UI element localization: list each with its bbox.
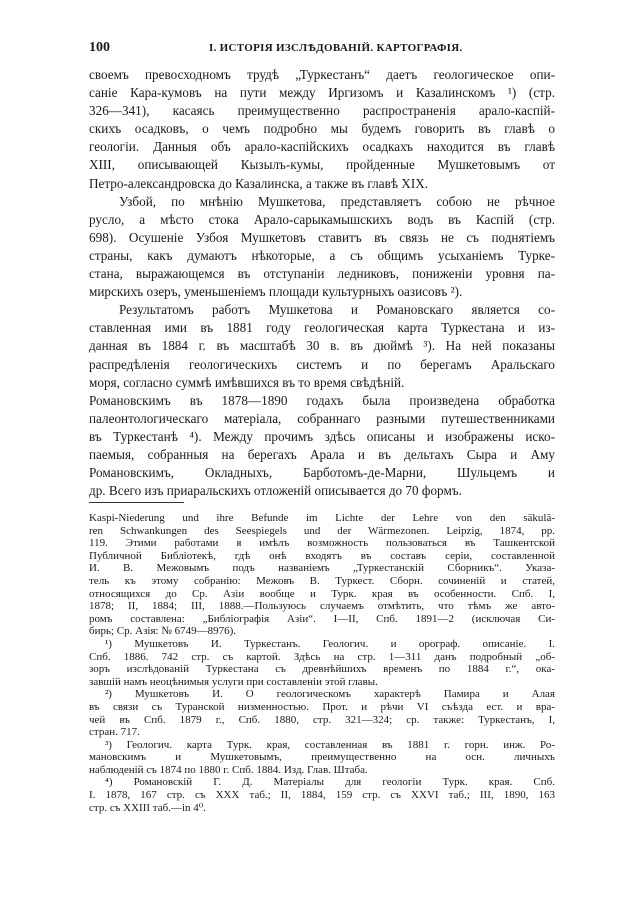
text-line: др. Всего изъ приаральскихъ отложеній описывается до 70 формъ. — [89, 483, 462, 499]
text-line: геологіи. Данныя объ арало-каспійскихъ осадкахъ находится въ главѣ — [89, 139, 555, 155]
text-line: палеонтологическаго матеріала, собраннаго разными путешественниками — [89, 410, 555, 426]
footnote-line: ren Schwankungen des Seespiegels und der Wärmezonen. Leipzig, 1874, pp. — [89, 524, 555, 537]
footnote-line: зоръ изслѣдованій Туркестана съ древнѣйшихъ временъ по 1884 г.“, ока- — [89, 663, 555, 676]
main-text — [89, 66, 555, 500]
footnote-line: стран. 717. — [89, 726, 140, 739]
text-line: въ Туркестанѣ ⁴). Между прочимъ здѣсь описаны и изображены иско- — [89, 428, 555, 444]
footnote-line: чей въ Спб. 1879 г., Спб. 1880, стр. 321—324; ср. также: Туркестанъ, I, — [89, 713, 555, 726]
text-line: своемъ превосходномъ трудѣ „Туркестанъ“ даетъ геологическое опи- — [89, 67, 555, 82]
footnotes — [89, 512, 555, 814]
footnote-line: бирь; Ср. Азія: № 6749—8976). — [89, 625, 237, 638]
text-line: Петро-александровска до Казалинска, а также въ главѣ XIX. — [89, 175, 429, 191]
footnote-line: 1878; II, 1884; III, 1888.—Пользуюсь случаемъ отмѣтить, что тѣмъ же авто- — [89, 600, 555, 613]
footnote-line: стр. съ XXIII таб.—in 4⁰. — [89, 801, 206, 814]
footnote-line: завшій намъ неоцѣнимыя услуги при составленіи этой главы. — [89, 675, 378, 688]
text-line: паемыя, собранныя на берегахъ Арала и въ дельтахъ Сыра и Аму — [89, 446, 555, 462]
footnote-line: въ связи съ Туранской низменностью. Прот. и рѣчи VI съѣзда ест. и вра- — [89, 700, 555, 713]
footnote-line: ³) Геологич. карта Турк. края, составленная въ 1881 г. горн. инж. Ро- — [105, 738, 555, 751]
text-line: Романовскимъ, Окладныхъ, Барботомъ-де-Марни, Шульцемъ и — [89, 465, 555, 481]
footnote-line: ⁴) Романовскій Г. Д. Матеріалы для геологіи Турк. края. Спб. — [105, 776, 555, 789]
text-line: 698). Осушеніе Узбоя Мушкетовъ ставитъ въ связь не съ поднятіемъ — [89, 229, 555, 245]
text-line: данная въ 1884 г. въ масштабѣ 30 в. въ дюймѣ ³). На ней показаны — [89, 338, 555, 354]
footnote-line: I. 1878, 167 стр. съ XXX таб.; II, 1884, 159 стр. съ XXVI таб.; III, 1890, 163 — [89, 789, 555, 802]
footnote-line: мановскимъ и Мушкетовымъ, преимущественно на осн. личныхъ — [89, 751, 555, 764]
footnote-line: ²) Мушкетовъ И. О геологическомъ характерѣ Памира и Алая — [105, 688, 555, 701]
footnote-line: наблюденій съ 1874 по 1880 г. Спб. 1884. Изд. Глав. Штаба. — [89, 763, 368, 776]
text-line: скихъ осадковъ, о чемъ подробно мы будемъ говорить въ главѣ о — [89, 121, 555, 137]
text-line: 326—341), касаясь преимущественно распространенія арало-каспій- — [89, 103, 555, 119]
footnote-line: 119. Этими работами я имѣлъ возможность пользоваться въ Ташкентской — [89, 537, 555, 550]
text-line: саніе Кара-кумовъ на пути между Иргизомъ и Казалинскомъ ¹) (стр. — [89, 85, 555, 101]
footnote-line: Kaspi-Niederung und ihre Befunde im Lichte der Lehre von den säkulä- — [89, 512, 555, 524]
text-line: XIII, описывающей Кызылъ-кумы, пройденные Мушкетовымъ от — [89, 157, 555, 173]
footnote-line: относящихся до Ср. Азіи вообще и Турк. края въ особенности. Спб. I, — [89, 587, 555, 600]
page-number: 100 — [89, 40, 110, 55]
text-line: мирскихъ озеръ, уменьшеніемъ площади культурныхъ оазисовъ ²). — [89, 284, 463, 300]
text-line: распредѣленія геологическихъ системъ и по берегамъ Аральскаго — [89, 356, 555, 372]
text-line: моря, согласно суммѣ имѣвшихся въ то время свѣдѣній. — [89, 374, 405, 390]
footnote-line: Публичной Библіотекѣ, гдѣ онѣ входятъ въ составъ серіи, составленной — [89, 549, 555, 562]
footnote-divider — [89, 502, 184, 503]
text-line: страны, какъ думаютъ нѣкоторые, а съ общимъ усыханіемъ Турке- — [89, 247, 555, 263]
footnote-line: Спб. 1886. 742 стр. съ картой. Здѣсь на стр. 1—311 данъ подробный „об- — [89, 650, 555, 663]
text-line: Романовскимъ въ 1878—1890 годахъ была произведена обработка — [89, 392, 555, 408]
page-header — [89, 40, 554, 60]
footnote-line: тель къ этому собранію: Межовъ В. Туркест. Сборн. сочиненій и статей, — [89, 574, 555, 587]
text-line: стана, выражающемся въ отступаніи ледниковъ, пониженіи уровня па- — [89, 266, 555, 282]
text-line: русло, а мѣсто стока Арало-сарыкамышскихъ водъ въ Каспій (стр. — [89, 211, 555, 227]
footnote-line: И. В. Межовымъ подъ названіемъ „Туркестанскій Сборникъ“. Указа- — [89, 562, 555, 575]
text-line: Результатомъ работъ Мушкетова и Романовскаго является со- — [119, 302, 555, 318]
text-line: Узбой, по мнѣнію Мушкетова, представляетъ собою не рѣчное — [119, 193, 555, 209]
footnote-line: ромъ составлена: „Библіографія Азіи“. I—II, Спб. 1891—2 (исключая Си- — [89, 612, 555, 625]
text-line: ставленная ими въ 1881 году геологическая карта Туркестана и из- — [89, 320, 555, 336]
footnote-line: ¹) Мушкетовъ И. Туркестанъ. Геологич. и орограф. описаніе. I. — [105, 637, 555, 650]
running-head: I. ИСТОРІЯ ИЗСЛѢДОВАНІЙ. КАРТОГРАФІЯ. — [209, 42, 463, 54]
